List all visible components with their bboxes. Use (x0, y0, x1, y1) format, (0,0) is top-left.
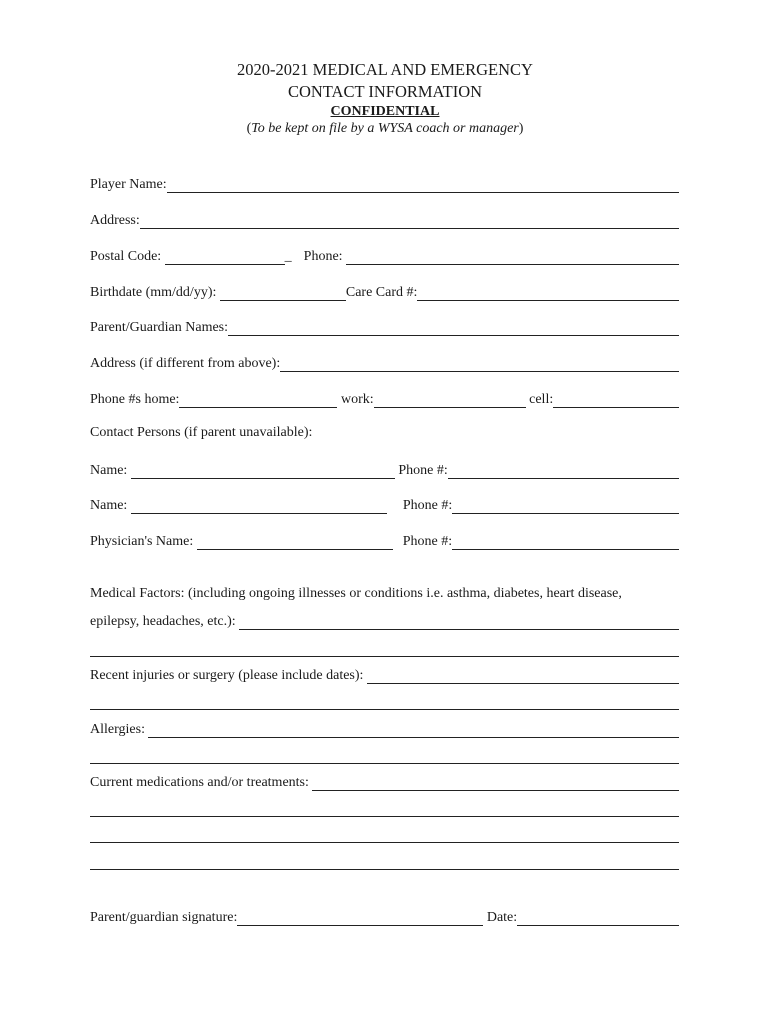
physician-name-field[interactable] (197, 535, 393, 550)
player-name-row (90, 173, 679, 193)
allergies-row (90, 718, 679, 738)
medications-line-2[interactable] (90, 816, 679, 817)
address-alt-row (90, 352, 679, 372)
physician-phone-label: Phone #: (402, 534, 453, 549)
contact1-phone-label: Phone #: (394, 463, 448, 478)
medical-factors-line-2[interactable] (90, 656, 679, 657)
work-label: work: (337, 392, 374, 407)
care-card-field[interactable] (417, 286, 679, 301)
postal-code-label: Postal Code: (90, 249, 165, 264)
address-alt-field[interactable] (280, 357, 679, 372)
medications-field[interactable] (312, 776, 679, 791)
medications-line-3[interactable] (90, 842, 679, 843)
phone-work-field[interactable] (374, 393, 526, 408)
signature-field[interactable] (237, 911, 483, 926)
address-label: Address: (90, 213, 140, 228)
note-text: To be kept on file by a WYSA coach or manager (251, 121, 519, 136)
birthdate-field[interactable] (220, 286, 346, 301)
phone-label: Phone: (303, 249, 347, 264)
allergies-field[interactable] (148, 723, 679, 738)
address-alt-label: Address (if different from above): (90, 356, 281, 371)
address-field[interactable] (140, 214, 679, 229)
medications-label: Current medications and/or treatments: (90, 775, 313, 790)
phone-field[interactable] (346, 250, 679, 265)
contact2-name-label: Name: (90, 498, 131, 513)
contact1-row (90, 459, 679, 479)
medical-factors-row (90, 610, 679, 630)
phone-home-field[interactable] (179, 393, 337, 408)
contact2-row (90, 494, 679, 514)
date-label: Date: (483, 910, 518, 925)
signature-row (90, 906, 679, 926)
physician-label: Physician's Name: (90, 534, 197, 549)
allergies-line-2[interactable] (90, 763, 679, 764)
physician-phone-field[interactable] (452, 535, 679, 550)
medical-factors-field[interactable] (239, 615, 679, 630)
contact2-phone-label: Phone #: (402, 498, 453, 513)
care-card-label: Care Card #: (345, 285, 418, 300)
injuries-line-2[interactable] (90, 709, 679, 710)
form-title-line2: CONTACT INFORMATION (287, 82, 483, 101)
contact-persons-heading: Contact Persons (if parent unavailable): (90, 425, 313, 440)
guardian-names-row (90, 316, 679, 336)
phone-home-label: Phone #s home: (90, 392, 180, 407)
cell-label: cell: (525, 392, 554, 407)
contact2-name-field[interactable] (131, 499, 387, 514)
date-field[interactable] (517, 911, 679, 926)
contact1-name-field[interactable] (131, 464, 395, 479)
medications-line-4[interactable] (90, 869, 679, 870)
player-name-field[interactable] (167, 178, 679, 193)
phone-cell-field[interactable] (553, 393, 679, 408)
guardian-names-label: Parent/Guardian Names: (90, 320, 229, 335)
contact1-name-label: Name: (90, 463, 131, 478)
injuries-field[interactable] (367, 669, 679, 684)
contact1-phone-field[interactable] (448, 464, 679, 479)
physician-row (90, 530, 679, 550)
address-row (90, 209, 679, 229)
injuries-row (90, 664, 679, 684)
medical-factors-label: Medical Factors: (including ongoing illnesses or conditions i.e. asthma, diabetes, heart disease, (90, 586, 622, 601)
note-open: ( (246, 121, 252, 136)
contact2-phone-field[interactable] (452, 499, 679, 514)
birthdate-row (90, 281, 679, 301)
signature-label: Parent/guardian signature: (90, 910, 238, 925)
medications-row (90, 771, 679, 791)
injuries-label: Recent injuries or surgery (please include dates): (90, 668, 367, 683)
birthdate-label: Birthdate (mm/dd/yy): (90, 285, 220, 300)
postal-code-field[interactable] (165, 250, 285, 265)
postal-code-tail: _ (284, 249, 292, 264)
player-name-label: Player Name: (90, 177, 167, 192)
allergies-label: Allergies: (90, 722, 149, 737)
phone-numbers-row (90, 388, 679, 408)
confidential-label: CONFIDENTIAL (330, 104, 440, 119)
form-note (0, 121, 770, 137)
postal-phone-row (90, 245, 679, 265)
guardian-names-field[interactable] (228, 321, 679, 336)
note-close: ) (518, 121, 524, 136)
form-title-line1: 2020-2021 MEDICAL AND EMERGENCY (237, 60, 533, 79)
medical-factors-cont-label: epilepsy, headaches, etc.): (90, 614, 240, 629)
